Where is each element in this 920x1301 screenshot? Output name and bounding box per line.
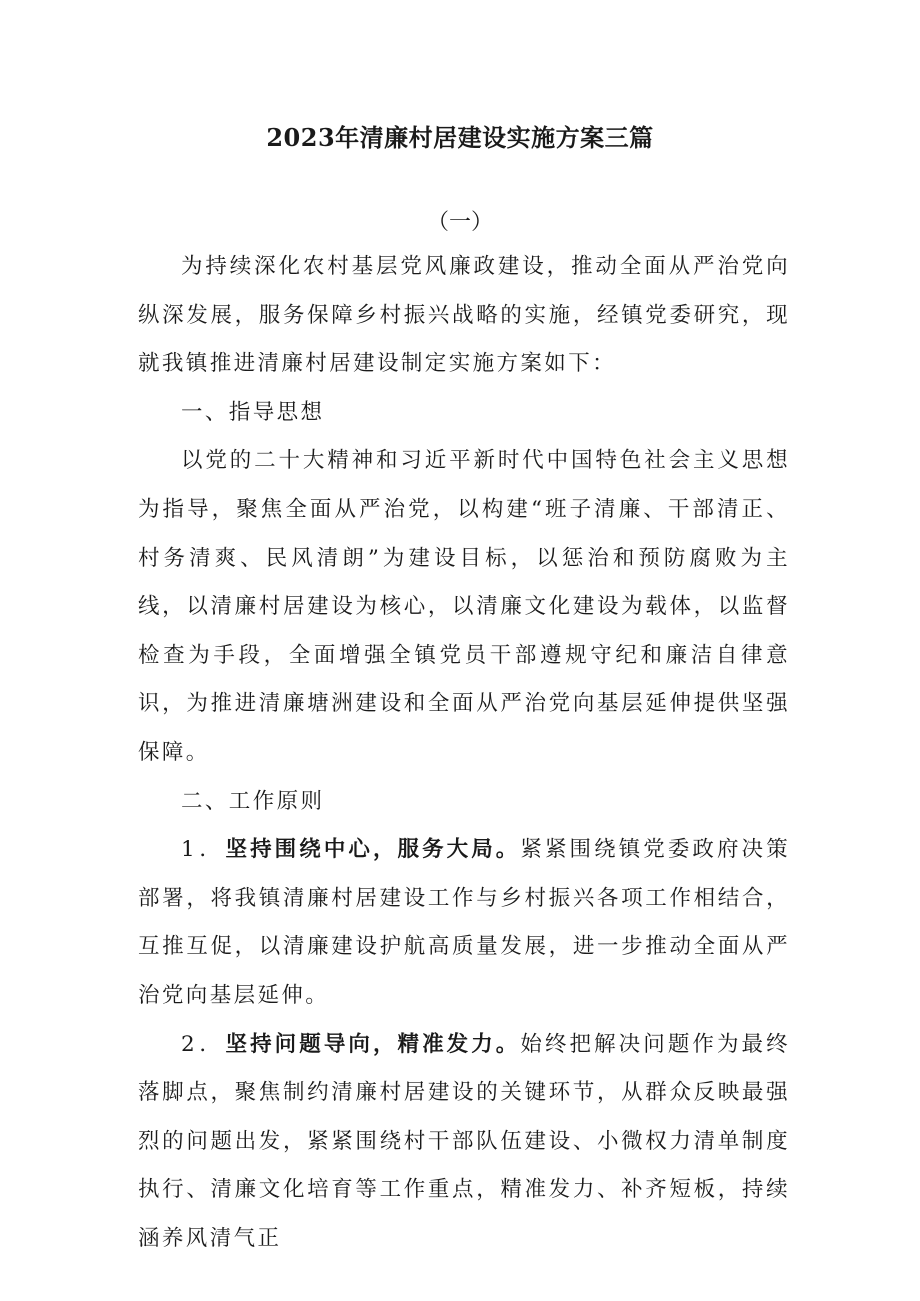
intro-paragraph: 为持续深化农村基层党风廉政建设，推动全面从严治党向纵深发展，服务保障乡村振兴战略的实施，经镇党委研究，现就我镇推进清廉村居建设制定实施方案如下： [138,254,790,377]
principle-2-paragraph [138,1021,790,1264]
part-label: （一） [426,210,493,235]
principle-2-number: 2． [181,1031,226,1057]
guiding-ideology-paragraph: 以党的二十大精神和习近平新时代中国特色社会主义思想为指导，聚焦全面从严治党，以构建“班子清廉、干部清正、村务清爽、民风清朗”为建设目标，以惩治和预防腐败为主线，以清廉村居建设为核心，以清廉文化建设为载体，以监督检查为手段，全面增强全镇党员干部遵规守纪和廉洁自律意识，为推进清廉塘洲建设和全面从严治党向基层延伸提供坚强保障。 [138,448,790,765]
document-title: 2023年清廉村居建设实施方案三篇 [266,123,654,152]
principle-2-lead: 坚持问题导向，精准发力。 [225,1031,521,1057]
principle-1-lead: 坚持围绕中心，服务大局。 [225,837,521,863]
principle-1-paragraph [138,826,790,1020]
section-heading-guiding-ideology: 一、指导思想 [181,399,325,425]
principle-1-text: 紧紧围绕镇党委政府决策部署，将我镇清廉村居建设工作与乡村振兴各项工作相结合，互推互促，以清廉建设护航高质量发展，进一步推动全面从严治党向基层延伸。 [138,837,790,1008]
document-body [138,243,790,1263]
principle-1-number: 1． [181,837,226,863]
principle-2-text: 始终把解决问题作为最终落脚点，聚焦制约清廉村居建设的关键环节，从群众反映最强烈的问题出发，紧紧围绕村干部队伍建设、小微权力清单制度执行、清廉文化培育等工作重点，精准发力、补齐短板，持续涵养风清气正 [138,1031,790,1251]
section-heading-work-principles: 二、工作原则 [181,788,325,814]
